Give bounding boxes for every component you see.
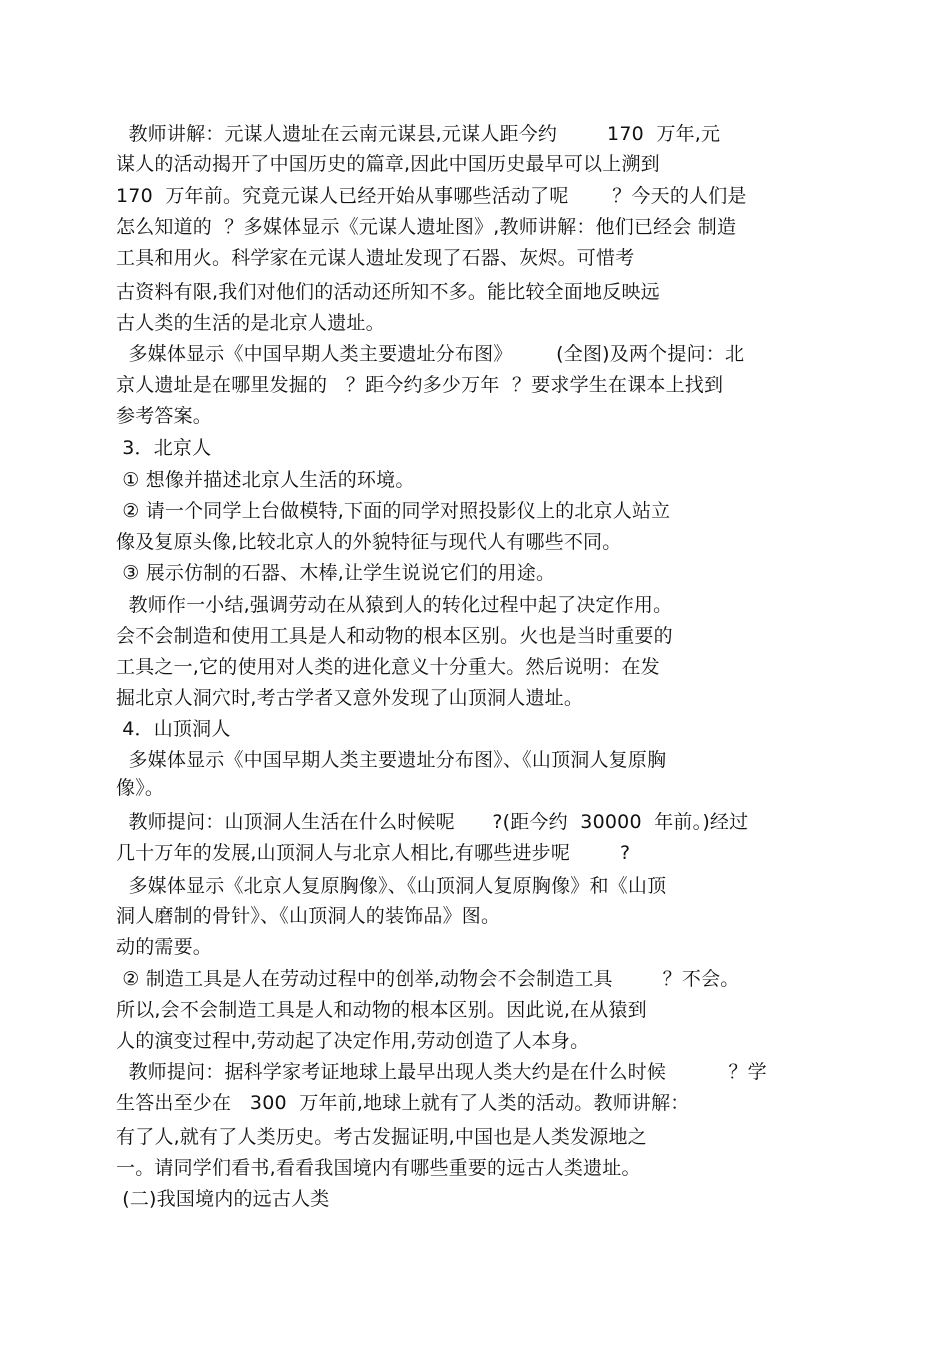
text-line: 京人遗址是在哪里发掘的 ？距今约多少万年 ？要求学生在课本上找到 — [116, 374, 724, 396]
text-line: ③ 展示仿制的石器、木棒,让学生说说它们的用途。 — [116, 562, 556, 584]
text-line: 几十万年的发展,山顶洞人与北京人相比,有哪些进步呢 ? — [116, 842, 631, 864]
text-line: 洞人磨制的骨针》、《山顶洞人的装饰品》图。 — [116, 905, 501, 927]
text-line: 掘北京人洞穴时,考古学者又意外发现了山顶洞人遗址。 — [116, 687, 584, 709]
text-line: 古资料有限,我们对他们的活动还所知不多。能比较全面地反映远 — [116, 281, 660, 303]
text-line: 会不会制造和使用工具是人和动物的根本区别。火也是当时重要的 — [116, 625, 673, 647]
text-line: 工具和用火。科学家在元谋人遗址发现了石器、灰烬。可惜考 — [116, 247, 635, 269]
text-line: 教师讲解：元谋人遗址在云南元谋县,元谋人距今约 170 万年,元 — [116, 123, 721, 145]
text-line: 教师提问：据科学家考证地球上最早出现人类大约是在什么时候 ？学 — [116, 1061, 767, 1083]
text-line: ② 请一个同学上台做模特,下面的同学对照投影仪上的北京人站立 — [116, 500, 671, 522]
text-line: 古人类的生活的是北京人遗址。 — [116, 312, 385, 334]
text-line: ① 想像并描述北京人生活的环境。 — [116, 469, 415, 491]
text-line: 教师作一小结,强调劳动在从猿到人的转化过程中起了决定作用。 — [116, 594, 673, 616]
text-line: 有了人,就有了人类历史。考古发掘证明,中国也是人类发源地之 — [116, 1126, 647, 1148]
text-line: 怎么知道的 ？多媒体显示《元谋人遗址图》,教师讲解：他们已经会 制造 — [116, 216, 737, 238]
text-line: 多媒体显示《北京人复原胸像》、《山顶洞人复原胸像》和《山顶 — [116, 875, 667, 897]
text-line: 教师提问：山顶洞人生活在什么时候呢 ?(距今约 30000 年前。)经过 — [116, 811, 749, 833]
section-heading: (二)我国境内的远古人类 — [116, 1188, 330, 1210]
text-line: 一。请同学们看书,看看我国境内有哪些重要的远古人类遗址。 — [116, 1157, 641, 1179]
text-line: 多媒体显示《中国早期人类主要遗址分布图》 (全图)及两个提问：北 — [116, 343, 745, 365]
text-line: 人的演变过程中,劳动起了决定作用,劳动创造了人本身。 — [116, 1030, 590, 1052]
text-line: 像及复原头像,比较北京人的外貌特征与现代人有哪些不同。 — [116, 531, 622, 553]
text-line: 像》。 — [116, 777, 165, 799]
text-line: 170 万年前。究竟元谋人已经开始从事哪些活动了呢 ？今天的人们是 — [116, 185, 747, 207]
text-line: 工具之一,它的使用对人类的进化意义十分重大。然后说明：在发 — [116, 656, 660, 678]
text-line: ② 制造工具是人在劳动过程中的创举,动物会不会制造工具 ？不会。 — [116, 968, 740, 990]
section-heading: 4．山顶洞人 — [116, 718, 231, 740]
text-line: 参考答案。 — [116, 405, 213, 427]
text-line: 谋人的活动揭开了中国历史的篇章,因此中国历史最早可以上溯到 — [116, 153, 660, 175]
text-line: 所以,会不会制造工具是人和动物的根本区别。因此说,在从猿到 — [116, 999, 647, 1021]
text-line: 动的需要。 — [116, 936, 213, 958]
section-heading: 3．北京人 — [116, 437, 212, 459]
text-line: 生答出至少在 300 万年前,地球上就有了人类的活动。教师讲解： — [116, 1092, 690, 1114]
text-line: 多媒体显示《中国早期人类主要遗址分布图》、《山顶洞人复原胸 — [116, 749, 667, 771]
